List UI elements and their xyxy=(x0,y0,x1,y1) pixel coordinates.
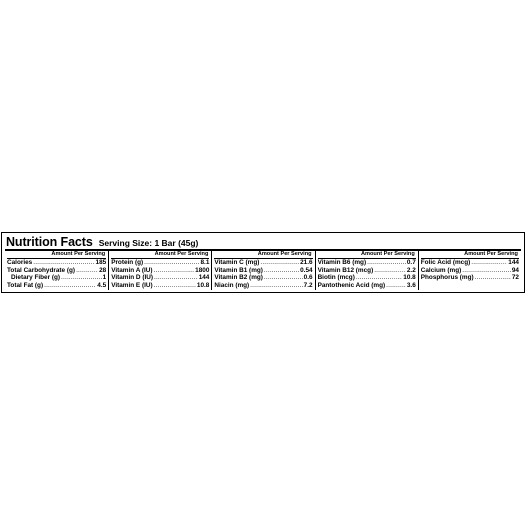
nutrient-value: 8.1 xyxy=(200,259,210,266)
nutrient-row-total-carbohydrate xyxy=(7,267,106,275)
amount-per-serving-header: Amount Per Serving xyxy=(318,251,416,259)
nutrient-name: Total Carbohydrate (g) xyxy=(7,266,76,274)
nutrient-name: Vitamin E (IU) xyxy=(111,281,153,289)
leader-dots xyxy=(250,282,303,290)
leader-dots xyxy=(475,274,511,282)
label-header xyxy=(6,235,198,249)
nutrient-name: Protein (g) xyxy=(111,259,144,266)
nutrient-row-dietary-fiber xyxy=(7,274,106,282)
nutrient-value: 72 xyxy=(511,274,519,282)
nutrient-value: 144 xyxy=(198,274,210,282)
nutrient-row-vitamin-c xyxy=(214,259,312,267)
nutrient-columns xyxy=(5,251,521,290)
nutrient-row-vitamin-a xyxy=(111,267,209,275)
nutrient-row-niacin xyxy=(214,282,312,290)
nutrient-name: Biotin (mcg) xyxy=(317,274,355,282)
nutrient-name: Calcium (mg) xyxy=(420,266,462,274)
nutrient-name: Pantothenic Acid (mg) xyxy=(317,281,386,289)
nutrient-column-5 xyxy=(418,251,521,290)
nutrient-value: 0.6 xyxy=(303,274,313,282)
nutrient-name: Total Fat (g) xyxy=(7,281,44,289)
leader-dots xyxy=(144,259,199,267)
nutrient-name: Vitamin C (mg) xyxy=(214,259,260,266)
nutrient-value: 10.8 xyxy=(196,281,210,289)
nutrient-name: Vitamin B6 (mg) xyxy=(317,259,367,266)
nutrient-row-pantothenic-acid xyxy=(318,282,416,290)
nutrition-facts-label xyxy=(1,232,525,293)
nutrient-name: Vitamin B1 (mg) xyxy=(214,266,263,274)
leader-dots xyxy=(260,259,299,267)
nutrient-name: Vitamin B12 (mcg) xyxy=(317,266,374,274)
nutrient-value: 4.5 xyxy=(97,281,107,289)
nutrient-name: Vitamin B2 (mg) xyxy=(214,274,263,282)
leader-dots xyxy=(154,274,198,282)
leader-dots xyxy=(356,274,402,282)
leader-dots xyxy=(61,274,102,282)
amount-per-serving-header: Amount Per Serving xyxy=(111,251,209,259)
nutrient-row-vitamin-e xyxy=(111,282,209,290)
nutrient-row-folic-acid xyxy=(421,259,519,267)
nutrient-name: Vitamin A (IU) xyxy=(111,266,153,274)
nutrient-name: Phosphorus (mg) xyxy=(420,274,474,282)
leader-dots xyxy=(386,282,406,290)
nutrient-value: 28 xyxy=(99,266,107,274)
serving-size: Serving Size: 1 Bar (45g) xyxy=(98,238,199,248)
amount-per-serving-header: Amount Per Serving xyxy=(214,251,312,259)
nutrient-row-total-fat xyxy=(7,282,106,290)
label-title: Nutrition Facts xyxy=(6,235,93,249)
nutrient-name: Niacin (mg) xyxy=(214,281,250,289)
nutrient-value: 0.54 xyxy=(300,266,313,274)
nutrient-name: Dietary Fiber (g) xyxy=(11,274,61,282)
nutrient-name: Folic Acid (mcg) xyxy=(420,259,471,266)
nutrient-value: 2.2 xyxy=(406,266,416,274)
leader-dots xyxy=(154,282,196,290)
nutrient-value: 3.6 xyxy=(406,281,416,289)
amount-per-serving-header: Amount Per Serving xyxy=(421,251,519,259)
nutrient-value: 185 xyxy=(95,259,107,266)
nutrient-name: Calories xyxy=(7,259,33,266)
nutrient-column-4 xyxy=(315,251,418,290)
nutrient-value: 1800 xyxy=(195,266,210,274)
nutrient-value: 21.6 xyxy=(300,259,313,266)
leader-dots xyxy=(462,267,511,275)
nutrient-value: 144 xyxy=(508,259,519,266)
nutrient-value: 1 xyxy=(102,274,107,282)
nutrient-row-vitamin-b1 xyxy=(214,267,312,275)
leader-dots xyxy=(374,267,406,275)
nutrient-value: 94 xyxy=(511,266,519,274)
nutrient-row-vitamin-b2 xyxy=(214,274,312,282)
nutrient-value: 7.2 xyxy=(303,281,313,289)
nutrient-column-1 xyxy=(5,251,108,290)
nutrient-row-vitamin-b12 xyxy=(318,267,416,275)
nutrient-row-vitamin-d xyxy=(111,274,209,282)
nutrient-column-2 xyxy=(108,251,211,290)
nutrient-column-3 xyxy=(211,251,314,290)
nutrient-row-vitamin-b6 xyxy=(318,259,416,267)
nutrient-value: 0.7 xyxy=(406,259,416,266)
leader-dots xyxy=(76,267,98,275)
nutrient-row-calories xyxy=(7,259,106,267)
leader-dots xyxy=(367,259,406,267)
leader-dots xyxy=(264,274,303,282)
nutrient-row-phosphorus xyxy=(421,274,519,282)
nutrient-value: 10.8 xyxy=(403,274,416,282)
leader-dots xyxy=(44,282,96,290)
amount-per-serving-header: Amount Per Serving xyxy=(7,251,106,259)
nutrient-row-calcium xyxy=(421,267,519,275)
leader-dots xyxy=(264,267,299,275)
nutrient-row-protein xyxy=(111,259,209,267)
leader-dots xyxy=(33,259,94,267)
leader-dots xyxy=(154,267,195,275)
leader-dots xyxy=(471,259,507,267)
nutrient-name: Vitamin D (IU) xyxy=(111,274,153,282)
nutrient-row-biotin xyxy=(318,274,416,282)
